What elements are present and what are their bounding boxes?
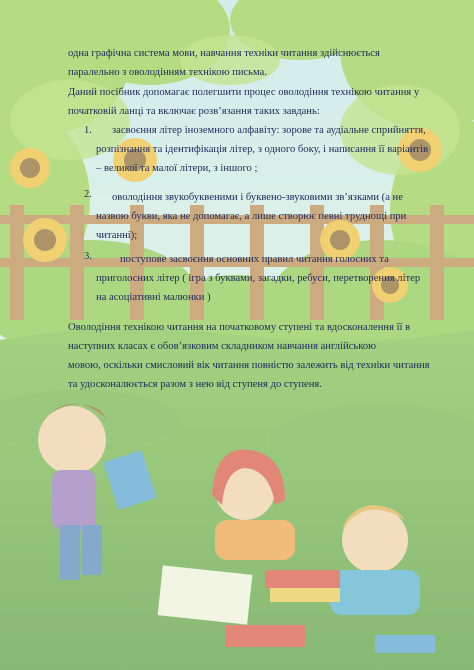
paragraph-line: Даний посібник допомагає полегшити процес оволодіння технікою читання у (68, 87, 420, 98)
list-item-line: поступове засвоєння основних правил читання голосних та (120, 254, 389, 265)
paragraph-line: та удосконалюється разом з нею від ступеня до ступеня. (68, 379, 322, 390)
list-item-line: приголосних літер ( ігра з буквами, загадки, ребуси, перетворення літер (96, 273, 421, 284)
paragraph-line: наступних класах є обов’язковим складником навчання англійською (68, 341, 377, 352)
list-item-line: читанні); (96, 230, 138, 241)
paragraph-line: початковій ланці та включає розв’язання таких завдань: (68, 106, 320, 117)
list-item-line: назвою букви, яка не допомагає, а лише створює певні труднощі при (96, 211, 407, 222)
paragraph-line: мовою, оскільки смисловий вік читання повністю залежить від техніки читання (68, 360, 430, 371)
paragraph-line: паралельно з оволодінням технікою письма. (68, 67, 267, 78)
list-item-line: – великої та малої літери, з іншого ; (96, 163, 258, 174)
list-number: 1. (84, 125, 92, 136)
list-item-line: розпізнання та ідентифікація літер, з одного боку, і написання її варіантів (96, 144, 428, 155)
list-number: 3. (84, 251, 92, 262)
paragraph-line: одна графічна система мови, навчання техніки читання здійснюється (68, 48, 380, 59)
list-item-line: оволодіння звукобуквеними і буквено-звуковими зв’язками (а не (112, 192, 403, 203)
list-number: 2. (84, 189, 92, 200)
list-item-line: на асоціативні малюнки ) (96, 292, 211, 303)
list-item-line: засвоєння літер іноземного алфавіту: зорове та аудіальне сприйняття, (112, 125, 426, 136)
paragraph-line: Оволодіння технікою читання на початковому ступені та вдосконалення її в (68, 322, 411, 333)
